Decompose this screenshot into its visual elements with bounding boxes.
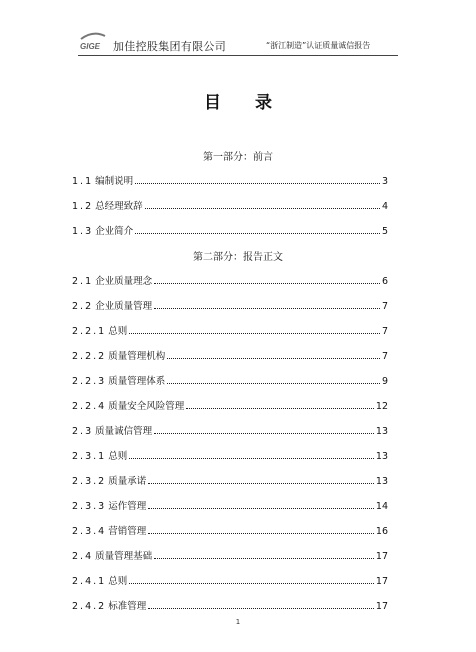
toc-entry-title: 质量管理机构 <box>108 351 166 362</box>
toc-entry-title: 营销管理 <box>108 526 147 537</box>
toc-entry-title: 运作管理 <box>108 501 147 512</box>
toc-entry-page: 4 <box>381 201 388 212</box>
toc-entry-page: 7 <box>381 326 388 337</box>
dot-leader <box>154 432 374 434</box>
toc-entry-title: 编制说明 <box>95 176 134 187</box>
dot-leader <box>145 207 380 209</box>
toc-entry-number: 1.2 <box>72 201 94 212</box>
toc-entry-number: 2.4 <box>72 551 94 562</box>
dot-leader <box>129 332 380 334</box>
toc-entry[interactable] <box>72 273 388 287</box>
dot-leader <box>148 532 374 534</box>
toc-entry-number: 2.2.4 <box>72 401 107 412</box>
dot-leader <box>148 607 374 609</box>
toc-entry-number: 2.2.2 <box>72 351 107 362</box>
dot-leader <box>148 507 374 509</box>
toc-entry[interactable] <box>72 398 388 412</box>
dot-leader <box>135 232 380 234</box>
toc-entry-page: 13 <box>375 426 388 437</box>
toc-entry-number: 1.1 <box>72 176 94 187</box>
toc-entry[interactable] <box>72 198 388 212</box>
toc-entry[interactable] <box>72 598 388 612</box>
toc-entry-number: 1.3 <box>72 226 94 237</box>
toc-entry[interactable] <box>72 498 388 512</box>
toc-entry[interactable] <box>72 348 388 362</box>
page-header <box>78 30 398 56</box>
toc-entry-title: 总则 <box>108 451 128 462</box>
company-name: 加佳控股集团有限公司 <box>113 40 226 53</box>
toc-entry-page: 16 <box>375 526 388 537</box>
toc-entry[interactable] <box>72 523 388 537</box>
toc-entry-number: 2.2.1 <box>72 326 107 337</box>
toc-entry-page: 7 <box>381 351 388 362</box>
dot-leader <box>154 307 380 309</box>
toc-entry-title: 企业质量理念 <box>95 276 153 287</box>
section-title: 第二部分：报告正文 <box>193 252 283 263</box>
toc-entry-title: 质量安全风险管理 <box>108 401 185 412</box>
toc-entry-number: 2.1 <box>72 276 94 287</box>
toc-entry-title: 企业质量管理 <box>95 301 153 312</box>
dot-leader <box>154 282 380 284</box>
toc-entry-title: 企业简介 <box>95 226 134 237</box>
header-divider <box>78 55 398 56</box>
dot-leader <box>167 357 380 359</box>
toc-entry-number: 2.2 <box>72 301 94 312</box>
toc-entry-page: 17 <box>375 576 388 587</box>
company-logo <box>78 30 108 52</box>
toc-entry-number: 2.4.1 <box>72 576 107 587</box>
toc-entry-title: 标准管理 <box>108 601 147 612</box>
toc-entry[interactable] <box>72 548 388 562</box>
toc-entry-page: 17 <box>375 601 388 612</box>
toc-entry[interactable] <box>72 223 388 237</box>
toc-heading: 目 录 <box>204 93 286 113</box>
dot-leader <box>135 182 380 184</box>
toc-entry-title: 总则 <box>108 326 128 337</box>
toc-entry-title: 质量管理基础 <box>95 551 153 562</box>
toc-entry-title: 质量承诺 <box>108 476 147 487</box>
toc-entry-number: 2.2.3 <box>72 376 107 387</box>
dot-leader <box>167 382 380 384</box>
logo-text: GIGE <box>80 42 101 51</box>
toc-entry-title: 总则 <box>108 576 128 587</box>
toc-entry-title: 质量管理体系 <box>108 376 166 387</box>
dot-leader <box>186 407 374 409</box>
toc-entry-page: 3 <box>381 176 388 187</box>
toc-entry-number: 2.3.2 <box>72 476 107 487</box>
dot-leader <box>154 557 374 559</box>
toc-entry-title: 总经理致辞 <box>95 201 143 212</box>
section-title: 第一部分：前言 <box>203 152 273 163</box>
toc-entry-page: 17 <box>375 551 388 562</box>
toc-entry[interactable] <box>72 323 388 337</box>
toc-entry-number: 2.3.1 <box>72 451 107 462</box>
toc-entry-number: 2.3.4 <box>72 526 107 537</box>
toc-entry[interactable] <box>72 298 388 312</box>
toc-entry-number: 2.3.3 <box>72 501 107 512</box>
dot-leader <box>129 582 374 584</box>
report-title: “浙江制造”认证质量诚信报告 <box>266 41 371 50</box>
toc-entry-page: 5 <box>381 226 388 237</box>
dot-leader <box>129 457 374 459</box>
toc-entry[interactable] <box>72 473 388 487</box>
toc-entry[interactable] <box>72 373 388 387</box>
toc-entry-page: 13 <box>375 476 388 487</box>
toc-entry-page: 7 <box>381 301 388 312</box>
page-number: 1 <box>235 618 241 626</box>
toc-entry-page: 13 <box>375 451 388 462</box>
toc-entry[interactable] <box>72 423 388 437</box>
toc-entry-page: 12 <box>375 401 388 412</box>
toc-entry-page: 6 <box>381 276 388 287</box>
toc-entry[interactable] <box>72 448 388 462</box>
toc-entry[interactable] <box>72 573 388 587</box>
toc-entry-title: 质量诚信管理 <box>95 426 153 437</box>
toc-entry-page: 9 <box>381 376 388 387</box>
toc-entry[interactable] <box>72 173 388 187</box>
toc-entry-number: 2.4.2 <box>72 601 107 612</box>
toc-entry-page: 14 <box>375 501 388 512</box>
toc-entry-number: 2.3 <box>72 426 94 437</box>
dot-leader <box>148 482 374 484</box>
